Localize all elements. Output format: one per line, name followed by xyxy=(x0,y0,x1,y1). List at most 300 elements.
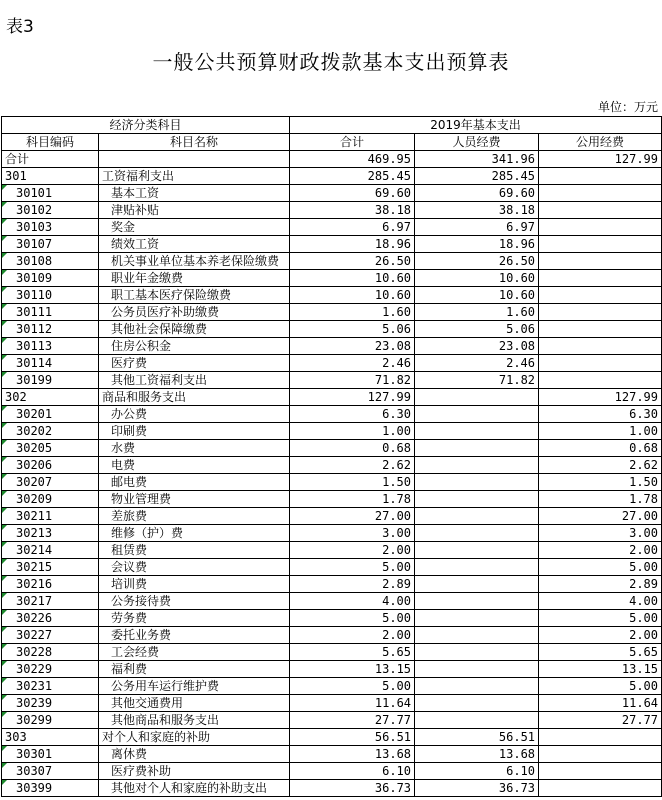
cell-total: 3.00 xyxy=(290,525,415,542)
table-row xyxy=(2,185,662,202)
budget-table xyxy=(1,116,662,797)
cell-name: 公务员医疗补助缴费 xyxy=(99,304,290,321)
cell-public xyxy=(539,729,662,746)
cell-personnel xyxy=(415,406,539,423)
table-row xyxy=(2,287,662,304)
cell-personnel: 10.60 xyxy=(415,270,539,287)
cell-public: 5.00 xyxy=(539,610,662,627)
cell-code-text: 30214 xyxy=(16,543,53,557)
cell-code xyxy=(2,236,99,253)
cell-code-text: 30199 xyxy=(16,373,53,387)
cell-code-text: 302 xyxy=(5,390,27,404)
error-indicator-icon xyxy=(2,678,7,683)
table-row xyxy=(2,372,662,389)
cell-personnel xyxy=(415,678,539,695)
cell-public: 3.00 xyxy=(539,525,662,542)
cell-personnel: 5.06 xyxy=(415,321,539,338)
cell-name: 委托业务费 xyxy=(99,627,290,644)
cell-name: 维修（护）费 xyxy=(99,525,290,542)
cell-public xyxy=(539,763,662,780)
error-indicator-icon xyxy=(2,525,7,530)
table-row xyxy=(2,610,662,627)
header-personnel: 人员经费 xyxy=(415,134,539,151)
cell-personnel: 56.51 xyxy=(415,729,539,746)
cell-total: 2.62 xyxy=(290,457,415,474)
cell-public xyxy=(539,202,662,219)
table-row xyxy=(2,576,662,593)
cell-public xyxy=(539,219,662,236)
cell-name: 其他工资福利支出 xyxy=(99,372,290,389)
cell-personnel xyxy=(415,474,539,491)
cell-personnel xyxy=(415,610,539,627)
cell-total: 2.89 xyxy=(290,576,415,593)
cell-name: 绩效工资 xyxy=(99,236,290,253)
cell-code xyxy=(2,644,99,661)
cell-name: 机关事业单位基本养老保险缴费 xyxy=(99,253,290,270)
table-row xyxy=(2,236,662,253)
cell-code-text: 30213 xyxy=(16,526,53,540)
cell-public xyxy=(539,236,662,253)
table-row xyxy=(2,627,662,644)
cell-name: 物业管理费 xyxy=(99,491,290,508)
cell-public: 27.00 xyxy=(539,508,662,525)
cell-code xyxy=(2,661,99,678)
cell-public: 1.50 xyxy=(539,474,662,491)
cell-personnel xyxy=(415,661,539,678)
cell-total: 27.00 xyxy=(290,508,415,525)
table-row xyxy=(2,644,662,661)
error-indicator-icon xyxy=(2,508,7,513)
cell-personnel xyxy=(415,627,539,644)
cell-code xyxy=(2,729,99,746)
table-row xyxy=(2,474,662,491)
cell-personnel xyxy=(415,457,539,474)
cell-name: 其他对个人和家庭的补助支出 xyxy=(99,780,290,797)
cell-name: 职业年金缴费 xyxy=(99,270,290,287)
cell-personnel xyxy=(415,440,539,457)
header-total: 合计 xyxy=(290,134,415,151)
cell-total: 26.50 xyxy=(290,253,415,270)
cell-name: 差旅费 xyxy=(99,508,290,525)
page-title: 一般公共预算财政拨款基本支出预算表 xyxy=(152,50,510,74)
cell-name: 医疗费 xyxy=(99,355,290,372)
cell-public: 2.00 xyxy=(539,542,662,559)
cell-code-text: 30231 xyxy=(16,679,53,693)
error-indicator-icon xyxy=(2,270,7,275)
cell-code xyxy=(2,712,99,729)
cell-code-text: 30107 xyxy=(16,237,53,251)
error-indicator-icon xyxy=(2,457,7,462)
error-indicator-icon xyxy=(2,746,7,751)
cell-personnel xyxy=(415,508,539,525)
cell-total: 6.30 xyxy=(290,406,415,423)
error-indicator-icon xyxy=(2,780,7,785)
cell-code-text: 30102 xyxy=(16,203,53,217)
cell-code xyxy=(2,168,99,185)
cell-name: 奖金 xyxy=(99,219,290,236)
cell-total: 469.95 xyxy=(290,151,415,168)
cell-code-text: 30215 xyxy=(16,560,53,574)
error-indicator-icon xyxy=(2,559,7,564)
unit-label: 单位：万元 xyxy=(597,100,658,114)
cell-code xyxy=(2,338,99,355)
cell-public: 1.78 xyxy=(539,491,662,508)
error-indicator-icon xyxy=(2,644,7,649)
table-row xyxy=(2,525,662,542)
cell-code xyxy=(2,763,99,780)
cell-personnel xyxy=(415,559,539,576)
error-indicator-icon xyxy=(2,763,7,768)
cell-name: 水费 xyxy=(99,440,290,457)
cell-code xyxy=(2,780,99,797)
cell-total: 56.51 xyxy=(290,729,415,746)
table-row xyxy=(2,321,662,338)
cell-personnel: 1.60 xyxy=(415,304,539,321)
table-label: 表3 xyxy=(6,17,34,37)
cell-total: 10.60 xyxy=(290,270,415,287)
cell-code-text: 30109 xyxy=(16,271,53,285)
cell-public xyxy=(539,270,662,287)
cell-personnel: 26.50 xyxy=(415,253,539,270)
table-row xyxy=(2,168,662,185)
cell-code-text: 30206 xyxy=(16,458,53,472)
error-indicator-icon xyxy=(2,491,7,496)
cell-personnel xyxy=(415,695,539,712)
cell-personnel: 6.97 xyxy=(415,219,539,236)
cell-total: 13.15 xyxy=(290,661,415,678)
cell-public xyxy=(539,304,662,321)
cell-total: 69.60 xyxy=(290,185,415,202)
cell-code xyxy=(2,559,99,576)
cell-name: 医疗费补助 xyxy=(99,763,290,780)
error-indicator-icon xyxy=(2,593,7,598)
error-indicator-icon xyxy=(2,185,7,190)
cell-total: 1.50 xyxy=(290,474,415,491)
cell-total: 5.00 xyxy=(290,678,415,695)
error-indicator-icon xyxy=(2,542,7,547)
cell-code-text: 30299 xyxy=(16,713,53,727)
cell-total: 2.00 xyxy=(290,627,415,644)
cell-public: 11.64 xyxy=(539,695,662,712)
cell-name: 对个人和家庭的补助 xyxy=(99,729,290,746)
cell-public xyxy=(539,287,662,304)
cell-name xyxy=(99,151,290,168)
cell-total: 1.78 xyxy=(290,491,415,508)
cell-name: 公务用车运行维护费 xyxy=(99,678,290,695)
cell-code-text: 30110 xyxy=(16,288,53,302)
cell-total: 0.68 xyxy=(290,440,415,457)
cell-total: 11.64 xyxy=(290,695,415,712)
table-row xyxy=(2,440,662,457)
cell-name: 工会经费 xyxy=(99,644,290,661)
cell-total: 27.77 xyxy=(290,712,415,729)
header-public: 公用经费 xyxy=(539,134,662,151)
cell-public: 5.00 xyxy=(539,559,662,576)
table-row xyxy=(2,423,662,440)
cell-code xyxy=(2,525,99,542)
table-row xyxy=(2,763,662,780)
cell-code xyxy=(2,202,99,219)
cell-name: 公务接待费 xyxy=(99,593,290,610)
cell-name: 职工基本医疗保险缴费 xyxy=(99,287,290,304)
cell-total: 2.00 xyxy=(290,542,415,559)
cell-public: 13.15 xyxy=(539,661,662,678)
cell-code xyxy=(2,287,99,304)
cell-total: 23.08 xyxy=(290,338,415,355)
cell-code-text: 30228 xyxy=(16,645,53,659)
table-row xyxy=(2,729,662,746)
header-name: 科目名称 xyxy=(99,134,290,151)
cell-code-text: 30301 xyxy=(16,747,53,761)
header-2019-basic: 2019年基本支出 xyxy=(290,117,662,134)
cell-total: 127.99 xyxy=(290,389,415,406)
error-indicator-icon xyxy=(2,423,7,428)
cell-personnel: 38.18 xyxy=(415,202,539,219)
cell-personnel xyxy=(415,491,539,508)
cell-code-text: 30399 xyxy=(16,781,53,795)
cell-total: 36.73 xyxy=(290,780,415,797)
cell-public xyxy=(539,355,662,372)
cell-name: 其他社会保障缴费 xyxy=(99,321,290,338)
table-row xyxy=(2,304,662,321)
cell-name: 会议费 xyxy=(99,559,290,576)
cell-code-text: 30207 xyxy=(16,475,53,489)
table-row xyxy=(2,780,662,797)
cell-name: 福利费 xyxy=(99,661,290,678)
cell-code xyxy=(2,406,99,423)
cell-personnel xyxy=(415,389,539,406)
cell-total: 285.45 xyxy=(290,168,415,185)
table-row xyxy=(2,202,662,219)
cell-code-text: 30202 xyxy=(16,424,53,438)
error-indicator-icon xyxy=(2,287,7,292)
cell-name: 离休费 xyxy=(99,746,290,763)
cell-public: 2.62 xyxy=(539,457,662,474)
cell-personnel xyxy=(415,423,539,440)
cell-public xyxy=(539,168,662,185)
error-indicator-icon xyxy=(2,627,7,632)
cell-code xyxy=(2,508,99,525)
cell-code xyxy=(2,185,99,202)
cell-personnel xyxy=(415,576,539,593)
cell-name: 住房公积金 xyxy=(99,338,290,355)
cell-personnel: 69.60 xyxy=(415,185,539,202)
cell-public: 127.99 xyxy=(539,389,662,406)
cell-code xyxy=(2,593,99,610)
cell-public: 127.99 xyxy=(539,151,662,168)
cell-total: 10.60 xyxy=(290,287,415,304)
cell-personnel xyxy=(415,542,539,559)
cell-code-text: 30226 xyxy=(16,611,53,625)
error-indicator-icon xyxy=(2,576,7,581)
cell-personnel xyxy=(415,644,539,661)
cell-total: 5.00 xyxy=(290,610,415,627)
cell-code xyxy=(2,474,99,491)
cell-name: 印刷费 xyxy=(99,423,290,440)
cell-public: 6.30 xyxy=(539,406,662,423)
table-row xyxy=(2,661,662,678)
cell-code xyxy=(2,678,99,695)
cell-personnel: 341.96 xyxy=(415,151,539,168)
cell-code xyxy=(2,423,99,440)
cell-code-text: 30229 xyxy=(16,662,53,676)
table-row xyxy=(2,491,662,508)
cell-total: 2.46 xyxy=(290,355,415,372)
cell-personnel: 10.60 xyxy=(415,287,539,304)
cell-public: 0.68 xyxy=(539,440,662,457)
cell-code xyxy=(2,372,99,389)
cell-code-text: 30216 xyxy=(16,577,53,591)
cell-code-text: 30113 xyxy=(16,339,53,353)
cell-code-text: 30217 xyxy=(16,594,53,608)
header-economic-class: 经济分类科目 xyxy=(2,117,290,134)
cell-name: 劳务费 xyxy=(99,610,290,627)
table-row xyxy=(2,406,662,423)
cell-name: 基本工资 xyxy=(99,185,290,202)
cell-total: 5.00 xyxy=(290,559,415,576)
cell-public xyxy=(539,746,662,763)
table-row xyxy=(2,457,662,474)
table-row xyxy=(2,219,662,236)
cell-name: 津贴补贴 xyxy=(99,202,290,219)
table-row xyxy=(2,542,662,559)
cell-code xyxy=(2,151,99,168)
cell-personnel: 13.68 xyxy=(415,746,539,763)
cell-public xyxy=(539,780,662,797)
cell-name: 其他交通费用 xyxy=(99,695,290,712)
error-indicator-icon xyxy=(2,695,7,700)
table-row xyxy=(2,389,662,406)
cell-code xyxy=(2,355,99,372)
cell-code xyxy=(2,440,99,457)
cell-public: 27.77 xyxy=(539,712,662,729)
cell-code xyxy=(2,695,99,712)
cell-total: 1.00 xyxy=(290,423,415,440)
cell-code-text: 30101 xyxy=(16,186,53,200)
error-indicator-icon xyxy=(2,338,7,343)
cell-code-text: 30112 xyxy=(16,322,53,336)
cell-code-text: 30227 xyxy=(16,628,53,642)
cell-code-text: 301 xyxy=(5,169,27,183)
table-row xyxy=(2,355,662,372)
cell-code xyxy=(2,457,99,474)
cell-public: 2.00 xyxy=(539,627,662,644)
error-indicator-icon xyxy=(2,372,7,377)
error-indicator-icon xyxy=(2,355,7,360)
table-row xyxy=(2,678,662,695)
error-indicator-icon xyxy=(2,610,7,615)
cell-public xyxy=(539,321,662,338)
cell-name: 租赁费 xyxy=(99,542,290,559)
cell-personnel: 18.96 xyxy=(415,236,539,253)
cell-total: 38.18 xyxy=(290,202,415,219)
cell-code xyxy=(2,304,99,321)
cell-public xyxy=(539,338,662,355)
cell-code xyxy=(2,270,99,287)
cell-code xyxy=(2,610,99,627)
cell-code-text: 30307 xyxy=(16,764,53,778)
cell-personnel: 6.10 xyxy=(415,763,539,780)
cell-name: 办公费 xyxy=(99,406,290,423)
cell-code xyxy=(2,746,99,763)
cell-personnel: 71.82 xyxy=(415,372,539,389)
cell-public: 2.89 xyxy=(539,576,662,593)
table-body xyxy=(2,151,662,797)
cell-personnel xyxy=(415,593,539,610)
cell-total: 6.97 xyxy=(290,219,415,236)
cell-public: 5.00 xyxy=(539,678,662,695)
cell-total: 4.00 xyxy=(290,593,415,610)
error-indicator-icon xyxy=(2,253,7,258)
error-indicator-icon xyxy=(2,219,7,224)
cell-total: 13.68 xyxy=(290,746,415,763)
cell-total: 5.65 xyxy=(290,644,415,661)
cell-code xyxy=(2,253,99,270)
cell-name: 商品和服务支出 xyxy=(99,389,290,406)
cell-public xyxy=(539,372,662,389)
cell-personnel: 23.08 xyxy=(415,338,539,355)
cell-total: 6.10 xyxy=(290,763,415,780)
error-indicator-icon xyxy=(2,236,7,241)
cell-code xyxy=(2,219,99,236)
table-row xyxy=(2,253,662,270)
cell-code xyxy=(2,389,99,406)
cell-total: 18.96 xyxy=(290,236,415,253)
cell-code-text: 30108 xyxy=(16,254,53,268)
cell-code-text: 30201 xyxy=(16,407,53,421)
cell-personnel xyxy=(415,712,539,729)
cell-code-text: 303 xyxy=(5,730,27,744)
cell-name: 其他商品和服务支出 xyxy=(99,712,290,729)
cell-personnel: 285.45 xyxy=(415,168,539,185)
error-indicator-icon xyxy=(2,440,7,445)
table-row xyxy=(2,695,662,712)
cell-personnel xyxy=(415,525,539,542)
header-code: 科目编码 xyxy=(2,134,99,151)
cell-code-text: 30205 xyxy=(16,441,53,455)
error-indicator-icon xyxy=(2,661,7,666)
table-row xyxy=(2,593,662,610)
cell-code-text: 30111 xyxy=(16,305,53,319)
error-indicator-icon xyxy=(2,202,7,207)
table-row xyxy=(2,559,662,576)
error-indicator-icon xyxy=(2,474,7,479)
table-row xyxy=(2,151,662,168)
cell-name: 工资福利支出 xyxy=(99,168,290,185)
cell-code xyxy=(2,576,99,593)
error-indicator-icon xyxy=(2,321,7,326)
cell-code-text: 30239 xyxy=(16,696,53,710)
cell-public: 4.00 xyxy=(539,593,662,610)
cell-code xyxy=(2,542,99,559)
error-indicator-icon xyxy=(2,304,7,309)
table-row xyxy=(2,746,662,763)
cell-public: 5.65 xyxy=(539,644,662,661)
cell-name: 电费 xyxy=(99,457,290,474)
cell-code-text: 30103 xyxy=(16,220,53,234)
cell-code-text: 30211 xyxy=(16,509,53,523)
cell-personnel: 36.73 xyxy=(415,780,539,797)
error-indicator-icon xyxy=(2,712,7,717)
cell-code-text: 30209 xyxy=(16,492,53,506)
cell-code-text: 30114 xyxy=(16,356,53,370)
cell-public: 1.00 xyxy=(539,423,662,440)
table-row xyxy=(2,270,662,287)
table-row xyxy=(2,508,662,525)
cell-name: 培训费 xyxy=(99,576,290,593)
cell-public xyxy=(539,185,662,202)
cell-public xyxy=(539,253,662,270)
